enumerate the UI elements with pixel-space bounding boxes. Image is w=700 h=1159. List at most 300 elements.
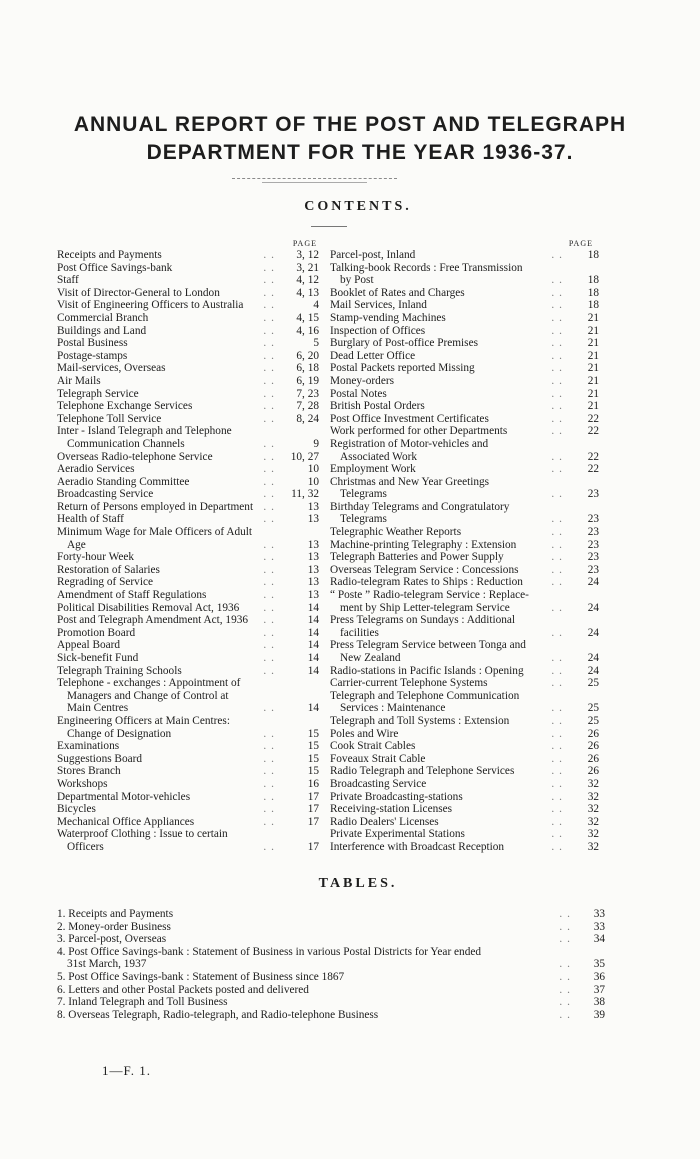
contents-entry [57,476,319,489]
leader-dots: .. [559,996,575,1009]
leader-dots: .. [263,551,279,564]
entry-page: 23 [587,538,599,551]
entry-label: Broadcasting Service [330,777,427,790]
contents-entry [330,576,599,589]
leader-dots: .. [263,274,279,287]
entry-page: 13 [307,563,319,576]
contents-entry [57,413,319,426]
contents-entry [330,337,599,350]
contents-entry [330,438,583,451]
contents-entry [57,551,319,564]
entry-page: 6, 19 [296,374,319,387]
leader-dots: .. [551,677,567,690]
entry-page: 13 [307,538,319,551]
entry-page: 13 [307,500,319,513]
leader-dots: .. [551,576,567,589]
entry-label: Foveaux Strait Cable [330,752,426,765]
leader-dots: .. [551,551,567,564]
contents-entry [57,690,319,703]
entry-label: Receipts and Payments [57,249,162,261]
contents-entry [330,412,599,426]
entry-page: 26 [587,740,599,753]
entry-label: Bicycles [57,803,96,816]
leader-dots: .. [551,664,567,677]
entry-page: 36 [593,970,605,983]
leader-dots: .. [551,374,567,387]
leader-dots: .. [263,563,279,576]
contents-entry [330,299,599,312]
entry-page: 16 [307,777,319,790]
leader-dots: .. [263,815,279,828]
entry-label: Press Telegram Service between Tonga and [330,639,526,652]
entry-label: Postal Packets reported Missing [330,362,475,375]
entry-label: Aeradio Standing Committee [57,475,190,488]
entry-label: Post and Telegraph Amendment Act, 1936 [57,614,249,627]
contents-entry [57,539,319,552]
entry-label: Engineering Officers at Main Centres: [57,714,230,727]
entry-page: 25 [587,714,599,727]
entry-label: 6. Letters and other Postal Packets posted and delivered [57,983,309,996]
contents-entry [57,299,319,312]
leader-dots: .. [263,626,279,639]
contents-entry [330,803,599,816]
contents-entry [57,984,605,997]
entry-label: Burglary of Post-office Premises [330,337,478,350]
entry-label: Restoration of Salaries [57,563,160,576]
contents-entry [57,350,319,363]
entry-label: Telegraph and Telephone Communication [330,689,520,702]
leader-dots: .. [559,983,575,996]
entry-page: 15 [307,727,319,740]
entry-label: Overseas Telegram Service : Concessions [330,563,519,576]
contents-entry [330,362,599,375]
contents-entry [57,715,319,728]
leader-dots: .. [551,828,567,841]
contents-entry [330,274,599,287]
entry-page: 26 [587,727,599,740]
entry-label: 1. Receipts and Payments [57,908,174,920]
entry-label: Birthday Telegrams and Congratulatory [330,500,510,513]
leader-dots: .. [263,576,279,589]
leader-dots: .. [551,777,567,790]
leader-dots: .. [263,337,279,350]
leader-dots: .. [263,362,279,375]
contents-entry [57,652,319,665]
entry-label: 3. Parcel-post, Overseas [57,933,167,946]
entry-page: 15 [307,752,319,765]
entry-page: 10 [307,475,319,488]
entry-page: 21 [587,349,599,362]
tables-list [57,908,605,1021]
contents-entry [330,286,599,300]
contents-entry [57,362,319,375]
entry-page: 39 [593,1008,605,1021]
entry-page: 7, 28 [296,400,319,413]
entry-page: 21 [587,362,599,375]
contents-entry [330,652,599,665]
entry-page: 10 [307,463,319,476]
leader-dots: .. [559,933,575,946]
contents-entry [330,563,599,577]
entry-label: Post Office Savings-bank [57,261,173,274]
contents-entry [330,463,599,476]
leader-dots: .. [263,400,279,413]
entry-label: Interference with Broadcast Reception [330,840,505,853]
contents-entry [330,349,599,363]
contents-entry [330,450,599,464]
contents-entry [57,958,605,971]
leader-dots: .. [263,765,279,778]
contents-entry [57,946,605,959]
leader-dots: .. [263,538,279,551]
contents-entry [57,765,319,778]
leader-dots: .. [559,958,575,971]
entry-label: Cook Strait Cables [330,740,416,753]
entry-label: Air Mails [57,374,101,387]
page-column-label: PAGE [568,239,593,248]
contents-entry [330,513,599,526]
contents-entry [57,463,319,476]
entry-page: 34 [593,933,605,946]
entry-label: Dead Letter Office [330,349,416,362]
entry-page: 4 [313,299,319,312]
contents-entry [330,727,599,741]
leader-dots: .. [263,589,279,602]
contents-entry [330,324,599,338]
contents-entry [57,501,319,514]
contents-entry [57,728,319,741]
contents-entry [330,740,599,753]
entry-page: 13 [307,576,319,589]
entry-label: Receiving-station Licenses [330,803,453,816]
contents-entry [57,921,605,934]
entry-label: Regrading of Service [57,576,153,589]
entry-label: Employment Work [330,463,416,476]
entry-page: 21 [587,324,599,337]
entry-label: Departmental Motor-vehicles [57,790,191,803]
left-entries [57,249,319,854]
entry-label: Promotion Board [57,626,136,639]
leader-dots: .. [263,601,279,614]
entry-page: 32 [587,777,599,790]
entry-page: 17 [307,840,319,853]
contents-entry [57,1009,605,1022]
leader-dots: .. [551,702,567,715]
entry-label: Associated Work [340,450,418,463]
entry-label: Money-orders [330,374,394,387]
leader-dots: .. [551,286,567,299]
entry-page: 24 [587,576,599,589]
entry-page: 14 [307,601,319,614]
entry-label: Carrier-current Telephone Systems [330,677,488,690]
leader-dots: .. [551,324,567,337]
leader-dots: .. [263,450,279,463]
contents-entry [57,908,605,921]
contents-entry [330,538,599,552]
entry-page: 23 [587,488,599,501]
entry-label: Appeal Board [57,639,121,652]
leader-dots: .. [551,740,567,753]
entry-page: 3, 12 [296,249,319,261]
entry-page: 13 [307,589,319,602]
entry-page: 4, 15 [296,311,319,324]
entry-label: Work performed for other Departments [330,425,508,438]
entry-label: Telegraphic Weather Reports [330,526,462,539]
entry-page: 32 [587,828,599,841]
leader-dots: .. [551,362,567,375]
contents-entry [57,589,319,602]
contents-entry [330,639,583,652]
contents-entry [57,388,319,401]
contents-entry [57,753,319,766]
contents-entry [57,451,319,464]
contents-entry [57,564,319,577]
entry-label: Sick-benefit Fund [57,652,139,664]
entry-label: Telephone Exchange Services [57,400,193,413]
leader-dots: .. [551,249,567,261]
entry-label: Inspection of Offices [330,324,426,337]
page-signature: 1—F. 1. [102,1063,151,1078]
entry-label: Booklet of Rates and Charges [330,286,465,299]
entry-page: 18 [587,286,599,299]
entry-label: Radio-stations in Pacific Islands : Opening [330,664,524,677]
entry-page: 8, 24 [296,412,319,425]
entry-label: Return of Persons employed in Department [57,500,254,513]
leader-dots: .. [551,727,567,740]
contents-entry [57,702,319,715]
contents-entry [330,752,599,766]
entry-label: Buildings and Land [57,324,147,337]
contents-entry [57,933,605,946]
contents-left-column [57,238,319,854]
contents-entry [57,576,319,589]
entry-label: Mail Services, Inland [330,299,427,312]
entry-page: 23 [587,551,599,564]
contents-entry [57,425,319,438]
contents-entry [57,312,319,325]
entry-page: 18 [587,299,599,312]
entry-label: Telegrams [340,513,387,526]
contents-entry [57,488,319,501]
entry-page: 11, 32 [291,488,319,501]
contents-entry [57,996,605,1009]
entry-page: 32 [587,790,599,803]
contents-entry [57,627,319,640]
entry-page: 21 [587,311,599,324]
entry-page: 23 [587,526,599,539]
entry-label: Minimum Wage for Male Officers of Adult [57,526,253,539]
entry-page: 9 [313,437,319,450]
entry-label: Amendment of Staff Regulations [57,589,207,602]
contents-entry [330,664,599,678]
leader-dots: .. [559,970,575,983]
entry-page: 6, 20 [296,349,319,362]
entry-label: Political Disabilities Removal Act, 1936 [57,601,240,614]
entry-label: 7. Inland Telegraph and Toll Business [57,996,228,1009]
leader-dots: .. [551,790,567,803]
entry-page: 4, 13 [296,286,319,299]
contents-underline [311,226,347,227]
leader-dots: .. [551,752,567,765]
leader-dots: .. [551,337,567,350]
leader-dots: .. [559,1008,575,1021]
contents-entry [57,778,319,791]
entry-label: Visit of Director-General to London [57,286,220,299]
contents-entry [330,677,599,690]
contents-right-column [330,238,599,854]
contents-entry [57,791,319,804]
contents-entry [57,438,319,451]
leader-dots: .. [551,765,567,778]
leader-dots: .. [559,908,575,920]
entry-label: Postal Business [57,337,128,350]
contents-entry [330,249,599,262]
leader-dots: .. [559,920,575,933]
leader-dots: .. [551,803,567,816]
title-divider-underline [262,182,367,183]
entry-page: 10, 27 [290,450,319,463]
entry-page: 22 [587,425,599,438]
leader-dots: .. [263,249,279,261]
contents-entry [330,777,599,791]
leader-dots: .. [551,387,567,400]
entry-label: facilities [340,626,379,639]
leader-dots: .. [551,563,567,576]
leader-dots: .. [263,500,279,513]
entry-page: 14 [307,664,319,677]
report-title-line-2: DEPARTMENT FOR THE YEAR 1936-37. [146,141,574,164]
entry-page: 4, 16 [296,324,319,337]
entry-label: Visit of Engineering Officers to Australia [57,299,244,312]
entry-label: Main Centres [67,702,129,715]
right-entries [330,249,599,854]
leader-dots: .. [551,538,567,551]
entry-page: 32 [587,840,599,853]
leader-dots: .. [263,311,279,324]
entry-label: Private Experimental Stations [330,828,465,841]
contents-entry [57,526,319,539]
contents-entry [330,425,599,438]
entry-page: 14 [307,652,319,664]
leader-dots: .. [263,286,279,299]
leader-dots: .. [551,815,567,828]
contents-entry [330,526,599,539]
leader-dots: .. [263,840,279,853]
contents-entry [330,790,599,804]
entry-page: 23 [587,513,599,526]
contents-entry [57,287,319,300]
entry-label: Machine-printing Telegraphy : Extension [330,538,517,551]
entry-page: 14 [307,702,319,715]
contents-entry [330,551,599,564]
leader-dots: .. [263,437,279,450]
entry-label: Mail-services, Overseas [57,362,166,375]
entry-page: 15 [307,765,319,778]
contents-entry [330,702,599,715]
entry-label: Poles and Wire [330,727,399,740]
leader-dots: .. [263,639,279,652]
entry-label: Change of Designation [67,727,172,740]
entry-label: Postal Notes [330,387,387,400]
leader-dots: .. [263,349,279,362]
entry-page: 4, 12 [296,274,319,287]
leader-dots: .. [551,311,567,324]
entry-label: Parcel-post, Inland [330,249,416,261]
entry-page: 35 [593,958,605,971]
entry-page: 17 [307,803,319,816]
leader-dots: .. [551,714,567,727]
leader-dots: .. [551,652,567,664]
entry-page: 14 [307,626,319,639]
entry-label: Press Telegrams on Sundays : Additional [330,614,516,627]
leader-dots: .. [263,614,279,627]
entry-page: 32 [587,803,599,816]
contents-heading: CONTENTS. [304,199,412,214]
entry-label: Christmas and New Year Greetings [330,475,490,488]
leader-dots: .. [263,727,279,740]
entry-page: 24 [587,664,599,677]
leader-dots: .. [551,349,567,362]
entry-label: Stores Branch [57,765,121,778]
contents-entry [57,400,319,413]
entry-label: by Post [340,274,374,287]
entry-label: British Postal Orders [330,400,425,413]
leader-dots: .. [263,387,279,400]
entry-label: Officers [67,840,104,853]
entry-label: Post Office Investment Certificates [330,412,489,425]
leader-dots: .. [263,513,279,526]
entry-label: Stamp-vending Machines [330,311,446,324]
entry-label: Telephone - exchanges : Appointment of [57,677,241,690]
entry-page: 23 [587,563,599,576]
entry-label: Aeradio Services [57,463,135,476]
entry-label: Suggestions Board [57,752,143,765]
entry-page: 7, 23 [296,387,319,400]
leader-dots: .. [263,777,279,790]
entry-page: 17 [307,790,319,803]
entry-label: “ Poste ” Radio-telegram Service : Replace- [330,589,529,602]
contents-entry [57,841,319,854]
leader-dots: .. [263,702,279,715]
entry-label: Radio Telegraph and Telephone Services [330,765,515,778]
entry-label: 4. Post Office Savings-bank : Statement of Business in various Postal Districts for Year ended [57,945,482,958]
entry-label: New Zealand [340,652,401,664]
contents-entry [57,816,319,829]
entry-label: Telephone Toll Service [57,412,162,425]
leader-dots: .. [551,299,567,312]
entry-page: 21 [587,374,599,387]
entry-page: 33 [593,908,605,920]
contents-entry [330,311,599,325]
contents-entry [57,639,319,652]
entry-page: 21 [587,337,599,350]
leader-dots: .. [551,840,567,853]
entry-page: 18 [587,274,599,287]
leader-dots: .. [263,803,279,816]
leader-dots: .. [263,740,279,753]
leader-dots: .. [551,513,567,526]
entry-page: 18 [587,249,599,261]
leader-dots: .. [551,400,567,413]
contents-entry [330,626,599,640]
entry-page: 24 [587,652,599,664]
leader-dots: .. [551,626,567,639]
entry-label: Managers and Change of Control at [67,689,229,702]
leader-dots: .. [263,324,279,337]
entry-label: Commercial Branch [57,311,149,324]
contents-entry [57,337,319,350]
contents-entry [57,971,605,984]
